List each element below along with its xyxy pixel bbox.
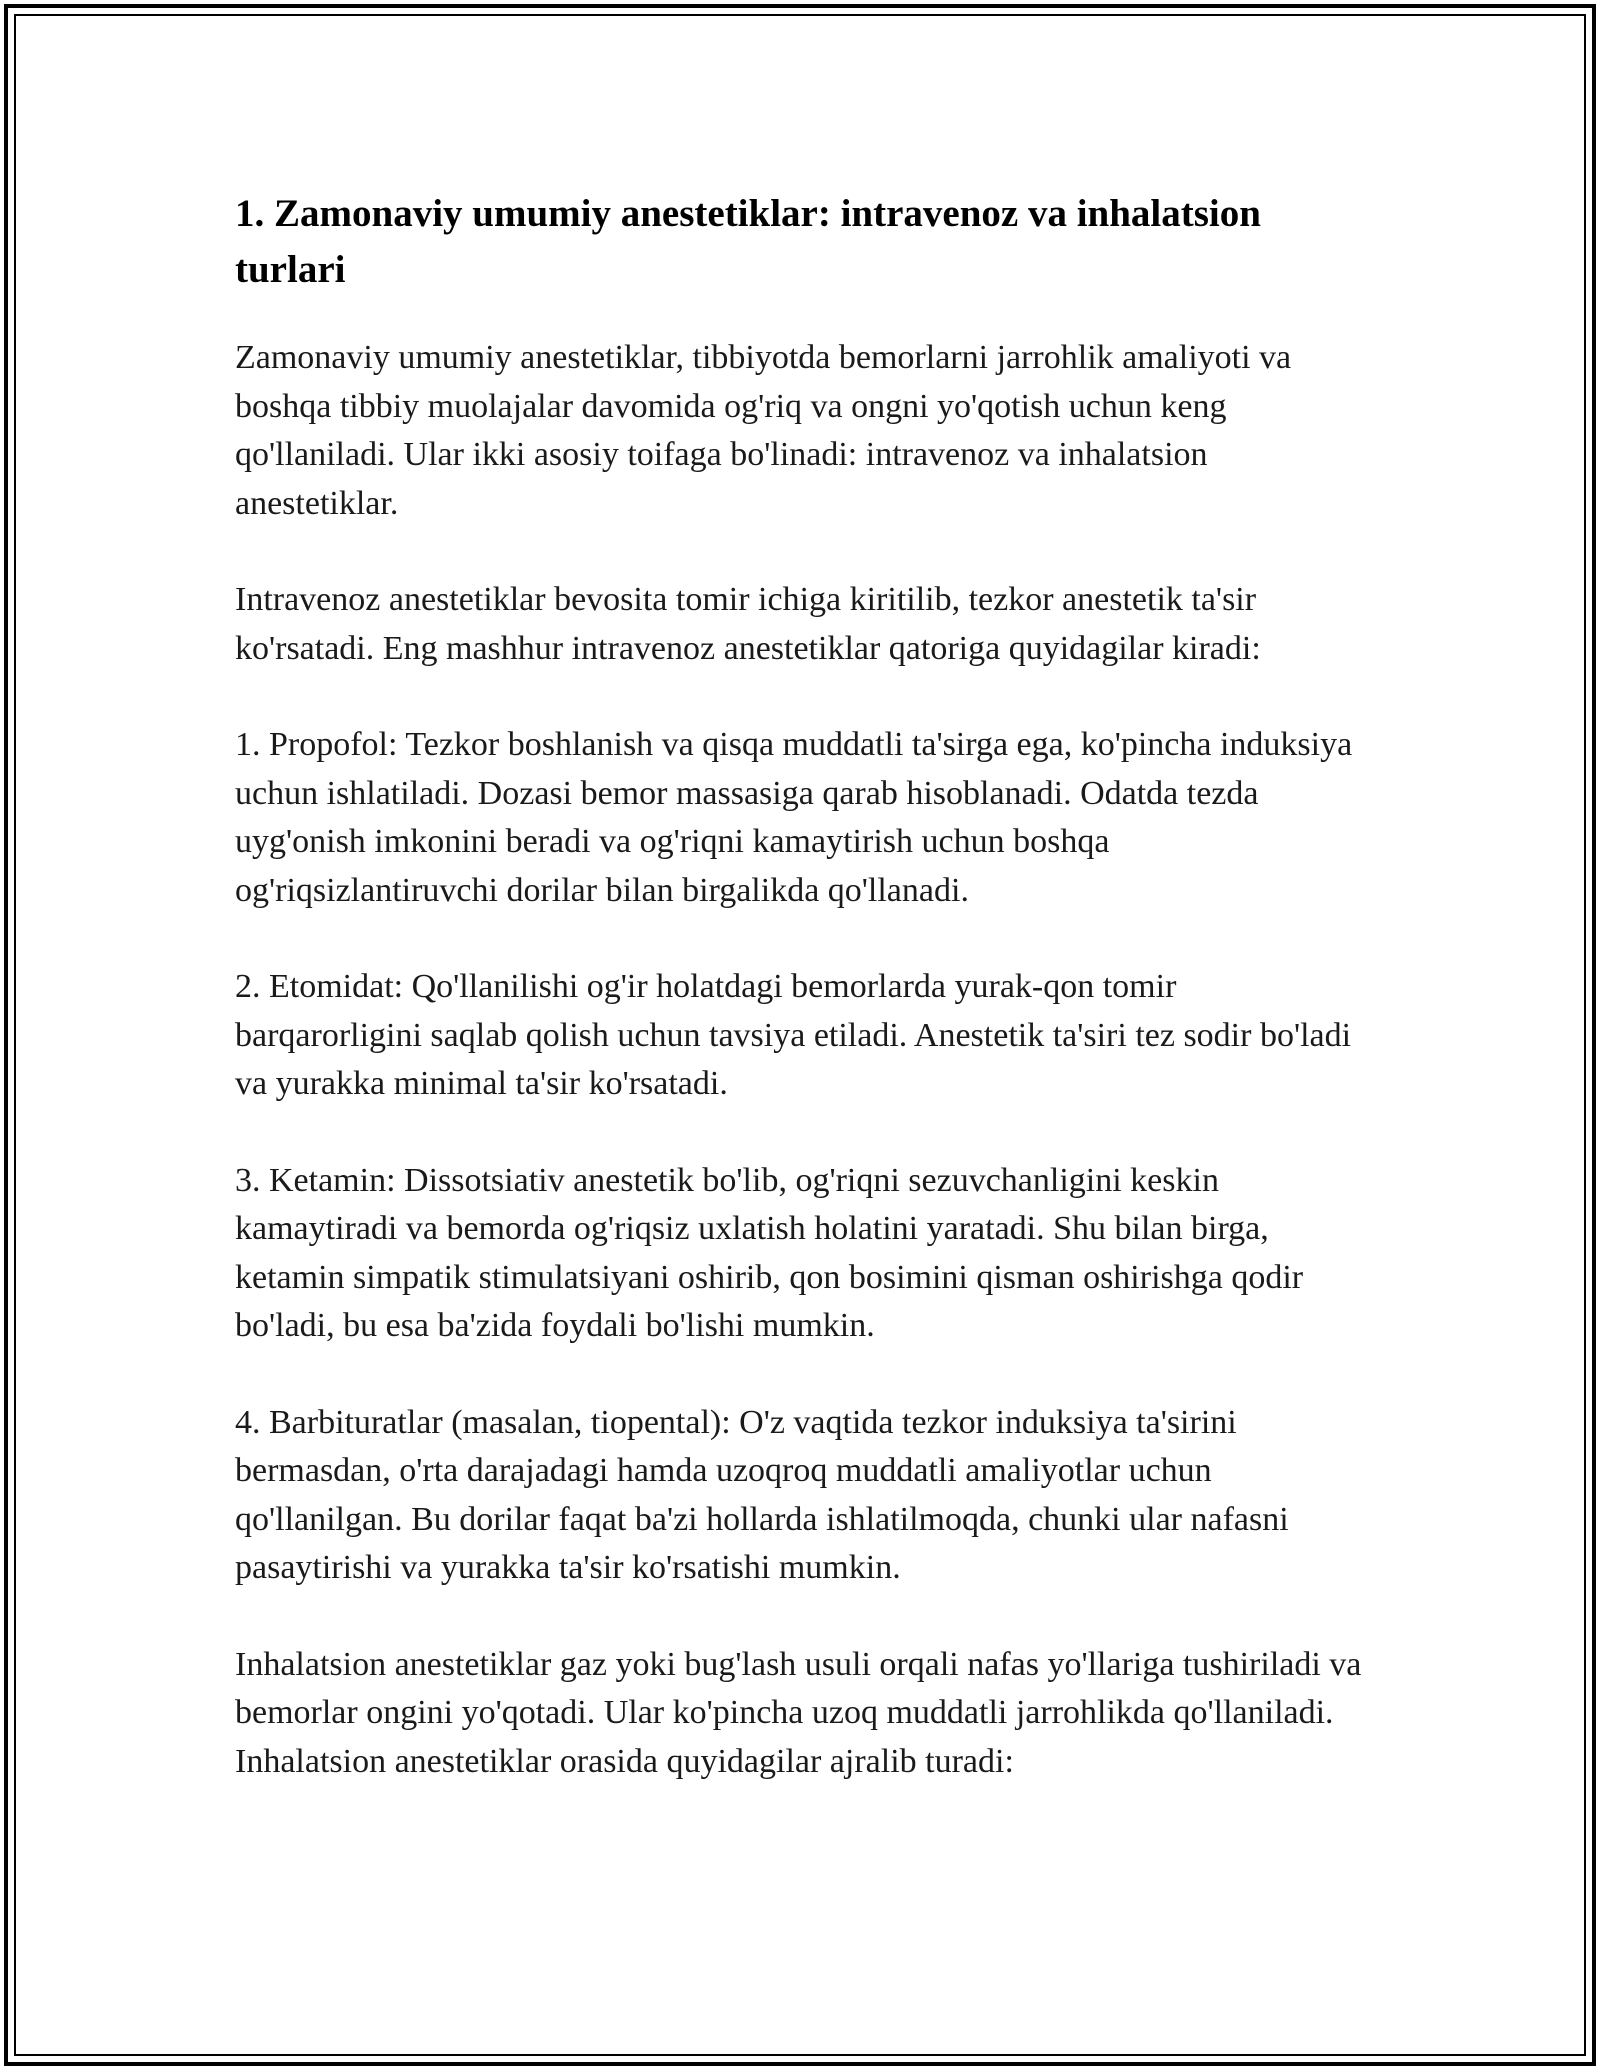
list-item-ketamin: 3. Ketamin: Dissotsiativ anestetik bo'lib, og'riqni sezuvchanligini keskin kamaytiradi va bemorda og'riqsiz uxlatish holatini yaratadi. Shu bilan birga, ketamin simpatik stimulatsiyani oshirib, qon bosimini qisman oshirishga qodir bo'ladi, bu esa ba'zida foydali bo'lishi mumkin. [235,1161,1304,1344]
list-item-barbituratlar: 4. Barbituratlar (masalan, tiopental): O'z vaqtida tezkor induksiya ta'sirini bermasdan, o'rta darajadagi hamda uzoqroq muddatli amaliyotlar uchun qo'llanilgan. Bu dorilar faqat ba'zi hollarda ishlatilmoqda, chunki ular nafasni pasaytirishi va yurakka ta'sir ko'rsatishi mumkin. [235,1403,1289,1586]
section-heading: 1. Zamonaviy umumiy anestetiklar: intravenoz va inhalatsion turlari [235,192,1261,291]
list-item-propofol: 1. Propofol: Tezkor boshlanish va qisqa muddatli ta'sirga ega, ko'pincha induksiya uchun ishlatiladi. Dozasi bemor massasiga qarab hisoblanadi. Odatda tezda uyg'onish imkonini beradi va og'riqni kamaytirish uchun boshqa og'riqsizlantiruvchi dorilar bilan birgalikda qo'llanadi. [235,726,1353,909]
paragraph-intro: Zamonaviy umumiy anestetiklar, tibbiyotda bemorlarni jarrohlik amaliyoti va boshqa tibbiy muolajalar davomida og'riq va ongni yo'qotish uchun keng qo'llaniladi. Ular ikki asosiy toifaga bo'linadi: intravenoz va inhalatsion anestetiklar. [235,339,1292,522]
list-item-etomidat: 2. Etomidat: Qo'llanilishi og'ir holatdagi bemorlarda yurak-qon tomir barqarorligini saqlab qolish uchun tavsiya etiladi. Anestetik ta'siri tez sodir bo'ladi va yurakka minimal ta'sir ko'rsatadi. [235,968,1352,1102]
document-body [235,186,1367,1834]
paragraph-inhalation: Inhalatsion anestetiklar gaz yoki bug'lash usuli orqali nafas yo'llariga tushiriladi va bemorlar ongini yo'qotadi. Ular ko'pincha uzoq muddatli jarrohlikda qo'llaniladi. Inhalatsion anestetiklar orasida quyidagilar ajralib turadi: [235,1645,1362,1780]
paragraph-intravenous: Intravenoz anestetiklar bevosita tomir ichiga kiritilib, tezkor anestetik ta'sir ko'rsatadi. Eng mashhur intravenoz anestetiklar qatoriga quyidagilar kiradi: [235,581,1261,667]
